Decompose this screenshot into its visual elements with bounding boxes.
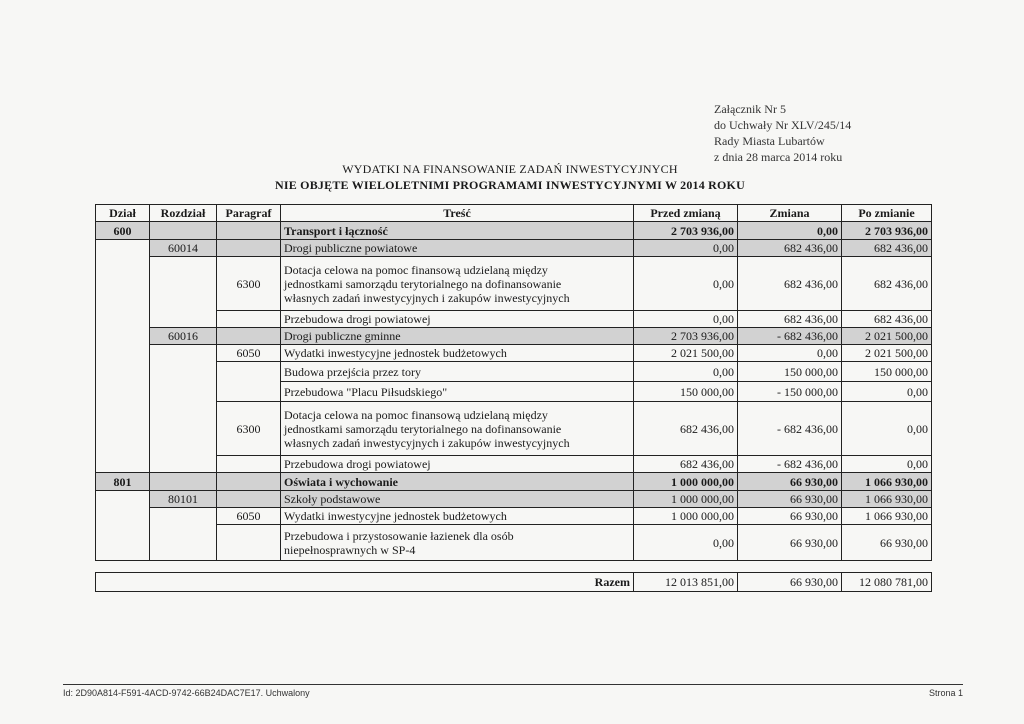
tresc-line: Dotacja celowa na pomoc finansową udzielaną między — [284, 407, 548, 422]
cell-dzial: 600 — [96, 222, 150, 240]
cell-rozdzial — [150, 525, 217, 561]
total-row — [96, 573, 932, 592]
cell-zmiana: - 682 436,00 — [738, 328, 842, 345]
tresc-line: własnych zadań inwestycyjnych i zakupów inwestycyjnych — [284, 290, 570, 305]
col-paragraf: Paragraf — [217, 205, 281, 222]
table-row — [96, 362, 932, 382]
cell-tresc: Przebudowa drogi powiatowej — [281, 456, 634, 473]
cell-zmiana: 0,00 — [738, 345, 842, 362]
title-line-1: WYDATKI NA FINANSOWANIE ZADAŃ INWESTYCYJNYCH — [342, 162, 678, 176]
cell-przed: 0,00 — [634, 362, 738, 382]
cell-tresc — [281, 257, 634, 311]
total-table — [95, 572, 932, 592]
cell-paragraf: 6050 — [217, 345, 281, 362]
council-name: Rady Miasta Lubartów — [714, 134, 825, 148]
cell-przed: 2 703 936,00 — [634, 328, 738, 345]
title-line-2: NIE OBJĘTE WIELOLETNIMI PROGRAMAMI INWESTYCYJNYMI W 2014 ROKU — [275, 178, 745, 192]
cell-dzial — [96, 491, 150, 508]
cell-tresc: Oświata i wychowanie — [281, 473, 634, 491]
cell-tresc: Wydatki inwestycyjne jednostek budżetowych — [281, 345, 634, 362]
cell-dzial — [96, 257, 150, 311]
total-label: Razem — [96, 573, 634, 592]
cell-dzial — [96, 525, 150, 561]
cell-dzial — [96, 362, 150, 382]
cell-rozdzial — [150, 456, 217, 473]
cell-paragraf — [217, 382, 281, 402]
cell-dzial — [96, 382, 150, 402]
cell-dzial — [96, 311, 150, 328]
total-po: 12 080 781,00 — [842, 573, 932, 592]
cell-po: 1 066 930,00 — [842, 508, 932, 525]
cell-rozdzial — [150, 257, 217, 311]
col-przed: Przed zmianą — [634, 205, 738, 222]
cell-rozdzial: 60014 — [150, 240, 217, 257]
cell-po: 0,00 — [842, 456, 932, 473]
cell-tresc: Drogi publiczne powiatowe — [281, 240, 634, 257]
cell-przed: 150 000,00 — [634, 382, 738, 402]
cell-paragraf: 6300 — [217, 257, 281, 311]
cell-paragraf — [217, 328, 281, 345]
cell-zmiana: 66 930,00 — [738, 508, 842, 525]
table-row — [96, 328, 932, 345]
document-id: Id: 2D90A814-F591-4ACD-9742-66B24DAC7E17. Uchwalony — [63, 688, 310, 698]
table-header-row — [96, 205, 932, 222]
footer-divider — [63, 684, 963, 685]
table-row — [96, 473, 932, 491]
cell-tresc — [281, 402, 634, 456]
cell-paragraf — [217, 491, 281, 508]
cell-przed: 2 703 936,00 — [634, 222, 738, 240]
cell-dzial — [96, 345, 150, 362]
document-header — [714, 101, 851, 165]
cell-paragraf — [217, 240, 281, 257]
cell-rozdzial — [150, 345, 217, 362]
tresc-line: Przebudowa i przystosowanie łazienek dla osób — [284, 528, 514, 543]
cell-po: 150 000,00 — [842, 362, 932, 382]
cell-przed: 1 000 000,00 — [634, 473, 738, 491]
cell-paragraf — [217, 473, 281, 491]
cell-przed: 682 436,00 — [634, 456, 738, 473]
cell-dzial — [96, 456, 150, 473]
cell-zmiana: 682 436,00 — [738, 240, 842, 257]
total-zmiana: 66 930,00 — [738, 573, 842, 592]
document-title — [250, 161, 770, 193]
cell-rozdzial — [150, 362, 217, 382]
table-row — [96, 491, 932, 508]
cell-po: 2 021 500,00 — [842, 328, 932, 345]
tresc-line: jednostkami samorządu terytorialnego na dofinansowanie — [284, 421, 562, 436]
cell-dzial: 801 — [96, 473, 150, 491]
cell-zmiana: - 682 436,00 — [738, 456, 842, 473]
cell-tresc: Budowa przejścia przez tory — [281, 362, 634, 382]
total-przed: 12 013 851,00 — [634, 573, 738, 592]
cell-zmiana: 0,00 — [738, 222, 842, 240]
table-row — [96, 345, 932, 362]
table-row — [96, 240, 932, 257]
table-row — [96, 222, 932, 240]
table-row — [96, 311, 932, 328]
cell-przed: 2 021 500,00 — [634, 345, 738, 362]
cell-tresc: Transport i łączność — [281, 222, 634, 240]
table-row — [96, 456, 932, 473]
cell-przed: 0,00 — [634, 525, 738, 561]
cell-rozdzial — [150, 473, 217, 491]
expenditure-table — [95, 204, 932, 561]
cell-paragraf — [217, 222, 281, 240]
cell-po: 1 066 930,00 — [842, 491, 932, 508]
cell-paragraf — [217, 362, 281, 382]
cell-rozdzial — [150, 222, 217, 240]
cell-paragraf: 6050 — [217, 508, 281, 525]
col-tresc: Treść — [281, 205, 634, 222]
cell-po: 2 703 936,00 — [842, 222, 932, 240]
cell-tresc: Drogi publiczne gminne — [281, 328, 634, 345]
cell-tresc: Przebudowa "Placu Piłsudskiego" — [281, 382, 634, 402]
cell-przed: 0,00 — [634, 311, 738, 328]
table-row — [96, 382, 932, 402]
cell-dzial — [96, 328, 150, 345]
cell-rozdzial — [150, 311, 217, 328]
resolution-date: z dnia 28 marca 2014 roku — [714, 150, 843, 164]
cell-rozdzial: 80101 — [150, 491, 217, 508]
cell-tresc: Przebudowa drogi powiatowej — [281, 311, 634, 328]
cell-zmiana: 66 930,00 — [738, 491, 842, 508]
cell-przed: 0,00 — [634, 257, 738, 311]
tresc-line: jednostkami samorządu terytorialnego na dofinansowanie — [284, 276, 562, 291]
col-po: Po zmianie — [842, 205, 932, 222]
cell-paragraf — [217, 525, 281, 561]
cell-rozdzial — [150, 402, 217, 456]
cell-po: 66 930,00 — [842, 525, 932, 561]
cell-rozdzial: 60016 — [150, 328, 217, 345]
cell-zmiana: 682 436,00 — [738, 257, 842, 311]
cell-zmiana: - 150 000,00 — [738, 382, 842, 402]
cell-tresc: Szkoły podstawowe — [281, 491, 634, 508]
cell-po: 0,00 — [842, 402, 932, 456]
col-dzial: Dział — [96, 205, 150, 222]
cell-rozdzial — [150, 508, 217, 525]
cell-rozdzial — [150, 382, 217, 402]
table-row — [96, 508, 932, 525]
cell-dzial — [96, 240, 150, 257]
table-row — [96, 525, 932, 561]
page-number: Strona 1 — [928, 688, 963, 698]
cell-przed: 1 000 000,00 — [634, 491, 738, 508]
resolution-number: do Uchwały Nr XLV/245/14 — [714, 118, 852, 132]
table-row — [96, 257, 932, 311]
cell-przed: 1 000 000,00 — [634, 508, 738, 525]
cell-zmiana: 66 930,00 — [738, 525, 842, 561]
cell-zmiana: 682 436,00 — [738, 311, 842, 328]
cell-po: 1 066 930,00 — [842, 473, 932, 491]
cell-zmiana: 150 000,00 — [738, 362, 842, 382]
cell-paragraf: 6300 — [217, 402, 281, 456]
tresc-line: niepełnosprawnych w SP-4 — [284, 542, 416, 557]
attachment-number: Załącznik Nr 5 — [714, 102, 786, 116]
cell-przed: 0,00 — [634, 240, 738, 257]
cell-tresc: Wydatki inwestycyjne jednostek budżetowych — [281, 508, 634, 525]
cell-po: 0,00 — [842, 382, 932, 402]
cell-po: 682 436,00 — [842, 240, 932, 257]
col-rozdzial: Rozdział — [150, 205, 217, 222]
cell-przed: 682 436,00 — [634, 402, 738, 456]
cell-paragraf — [217, 311, 281, 328]
tresc-line: własnych zadań inwestycyjnych i zakupów inwestycyjnych — [284, 435, 570, 450]
cell-po: 682 436,00 — [842, 257, 932, 311]
cell-po: 2 021 500,00 — [842, 345, 932, 362]
cell-dzial — [96, 402, 150, 456]
cell-zmiana: - 682 436,00 — [738, 402, 842, 456]
table-row — [96, 402, 932, 456]
cell-tresc — [281, 525, 634, 561]
cell-dzial — [96, 508, 150, 525]
cell-paragraf — [217, 456, 281, 473]
tresc-line: Dotacja celowa na pomoc finansową udzielaną między — [284, 262, 548, 277]
cell-po: 682 436,00 — [842, 311, 932, 328]
col-zmiana: Zmiana — [738, 205, 842, 222]
cell-zmiana: 66 930,00 — [738, 473, 842, 491]
